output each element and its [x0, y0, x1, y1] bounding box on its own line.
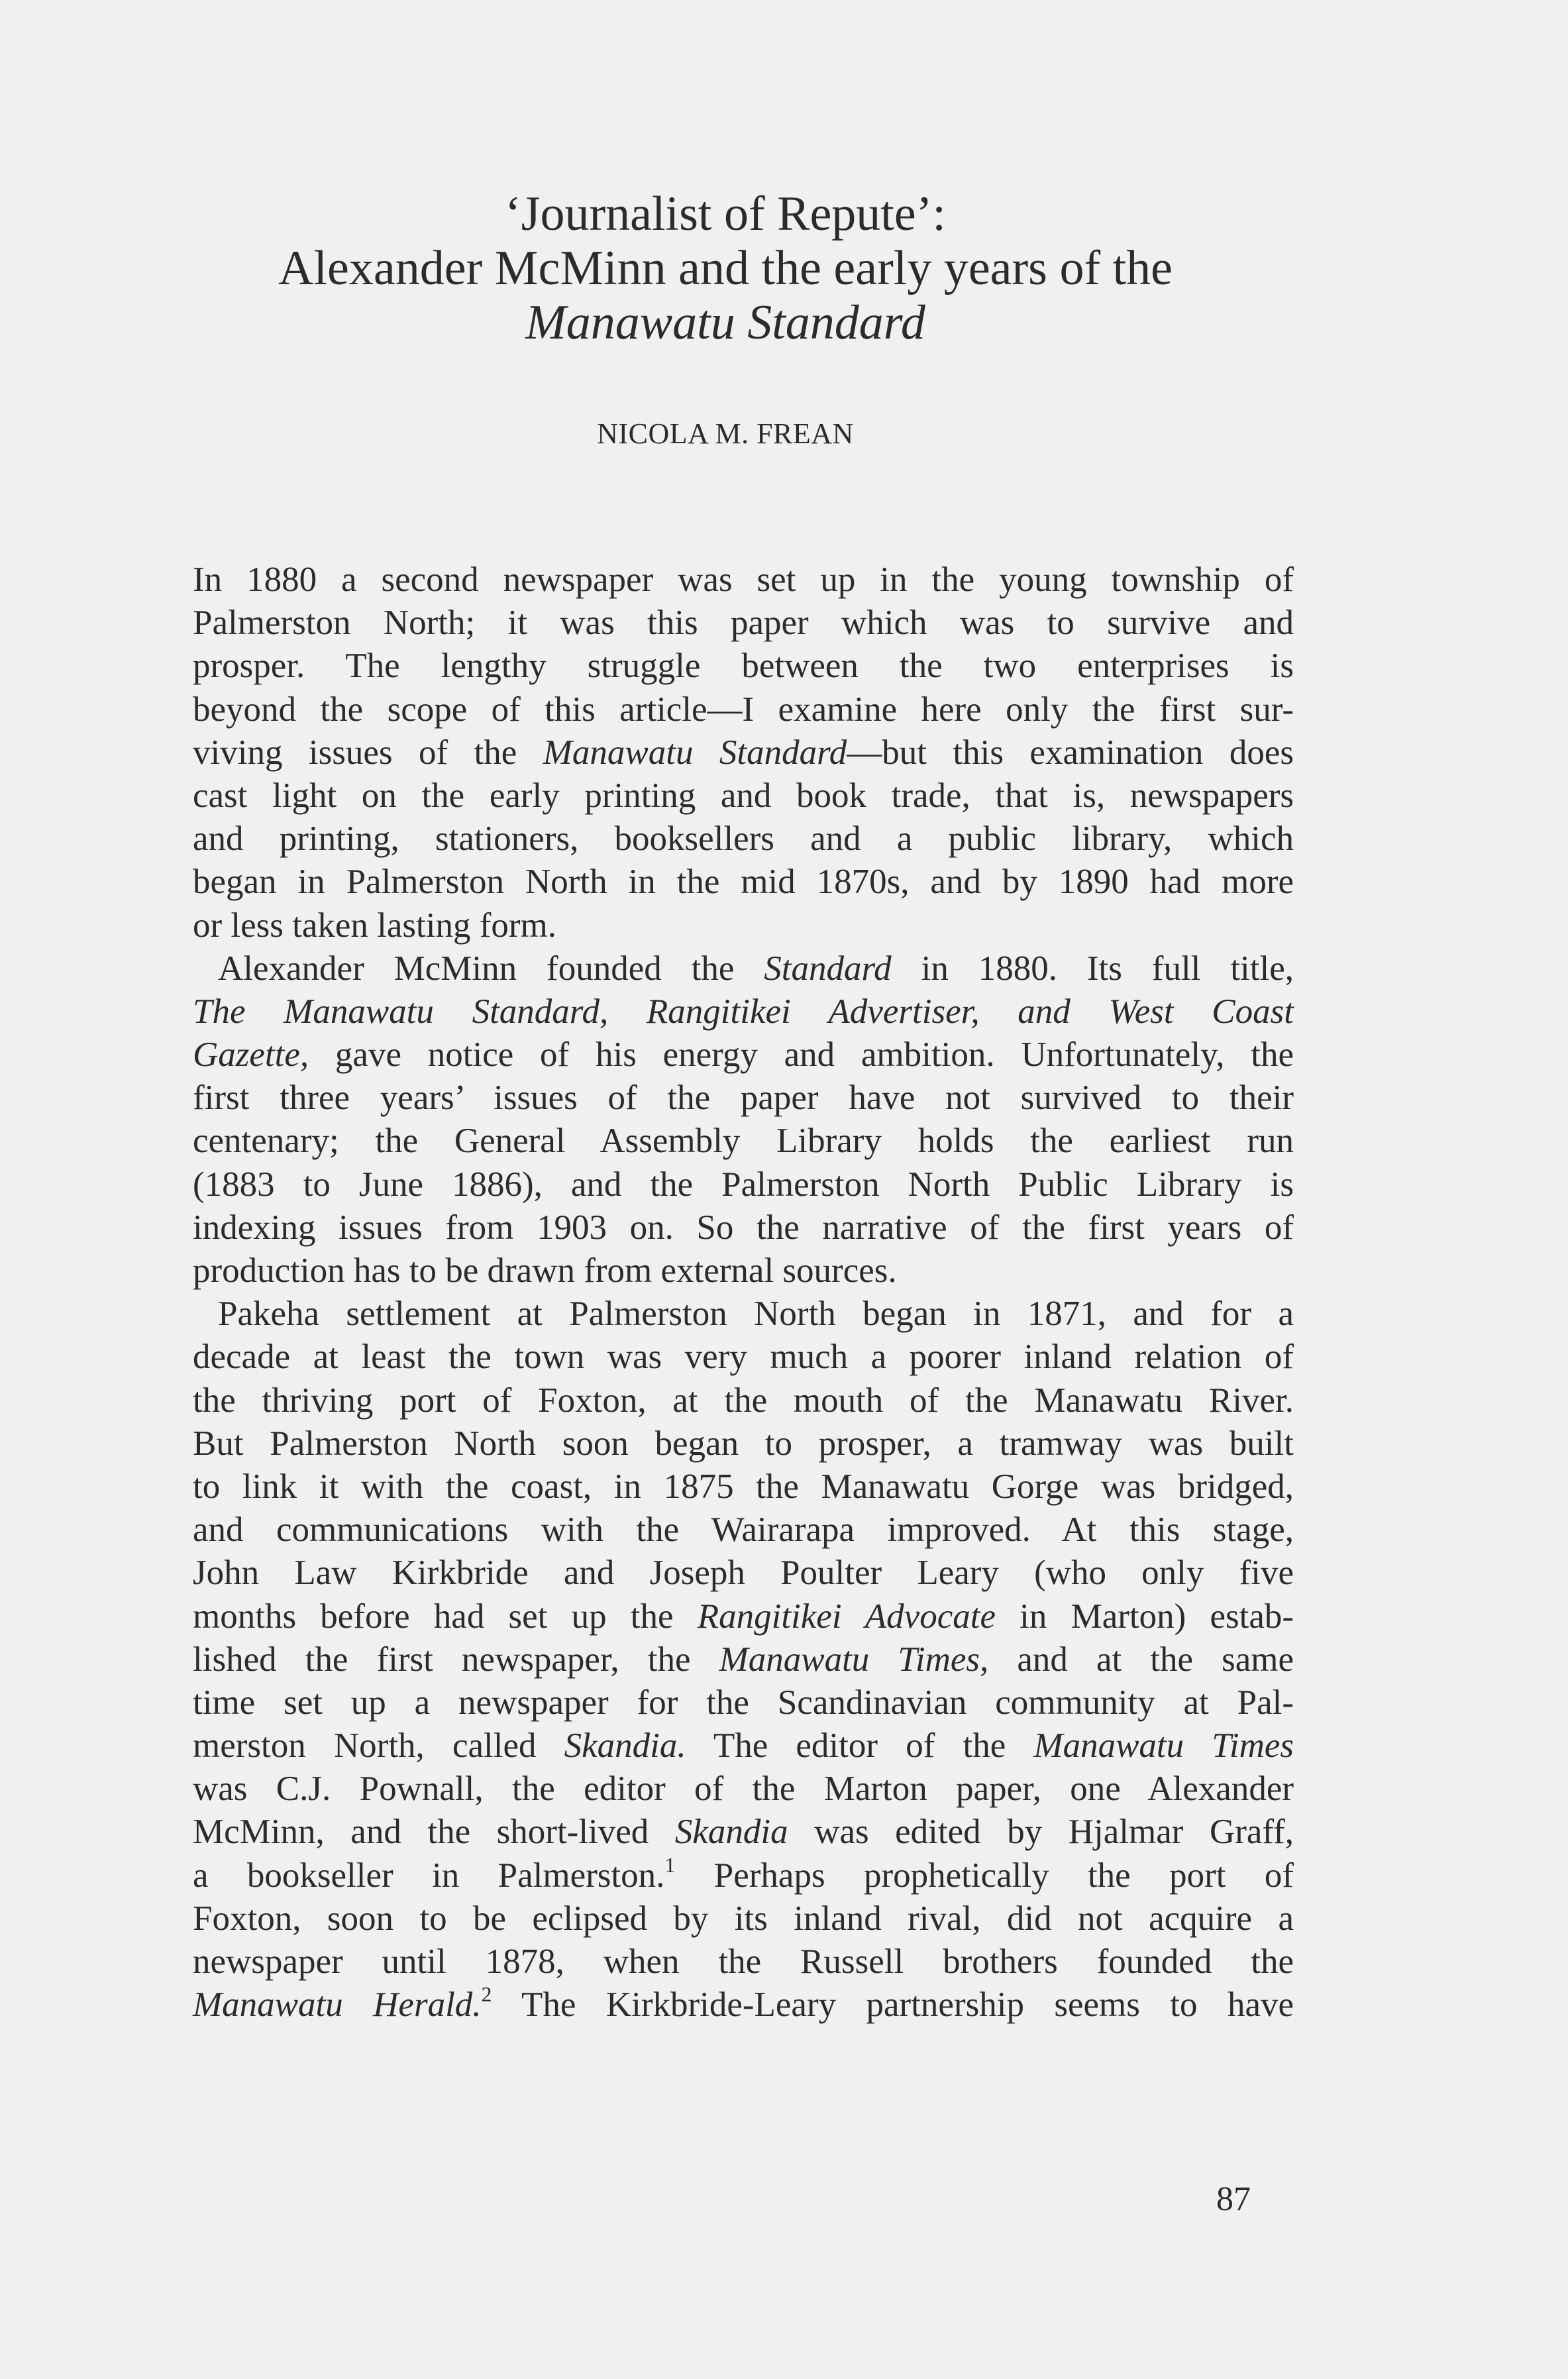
- text-line: [193, 1293, 1294, 1336]
- text-line: [193, 1379, 1294, 1422]
- footnote-reference: 1: [664, 1852, 676, 1877]
- text-line: [193, 558, 1294, 602]
- italic-text: Skandia.: [564, 1726, 686, 1766]
- text-line: [193, 1940, 1294, 1983]
- footnote-reference: 2: [481, 1982, 492, 2007]
- text-segment: began in Palmerston North in the mid 1870s, and by 1890 had more: [193, 863, 1294, 902]
- paragraph: [193, 1293, 1294, 2027]
- text-line: [193, 1120, 1294, 1163]
- italic-text: The Manawatu Standard, Rangitikei Advertiser, and West Coast: [193, 992, 1294, 1031]
- text-line: [193, 645, 1294, 688]
- text-segment: indexing issues from 1903 on. So the narrative of the first years of: [193, 1208, 1294, 1247]
- title-line-3: Manawatu Standard: [525, 295, 925, 350]
- text-line: [193, 1077, 1294, 1120]
- text-line: [193, 1854, 1294, 1897]
- text-segment: But Palmerston North soon began to prosper, a tramway was built: [193, 1424, 1294, 1463]
- text-segment: John Law Kirkbride and Joseph Poulter Leary (who only five: [193, 1554, 1294, 1593]
- text-line: [193, 861, 1294, 904]
- text-segment: In 1880 a second newspaper was set up in the young township of: [193, 560, 1294, 599]
- italic-text: Standard: [764, 949, 892, 988]
- text-segment: or less taken lasting form.: [193, 906, 557, 945]
- text-line: [193, 1768, 1294, 1811]
- page-number: 87: [1216, 2180, 1251, 2218]
- text-line: [193, 1249, 1294, 1293]
- text-segment: The Kirkbride-Leary partnership seems to have: [492, 1985, 1294, 2025]
- text-segment: viving issues of the: [193, 733, 543, 772]
- text-line: [193, 1422, 1294, 1465]
- title-line-1: ‘Journalist of Repute’:: [505, 187, 946, 241]
- italic-text: Manawatu Times,: [719, 1640, 989, 1679]
- text-line: [193, 774, 1294, 818]
- title-line-2: Alexander McMinn and the early years of the: [278, 241, 1173, 295]
- text-line: [193, 1465, 1294, 1508]
- italic-text: Rangitikei Advocate: [697, 1597, 996, 1636]
- text-segment: Palmerston North; it was this paper which was to survive and: [193, 604, 1294, 643]
- text-line: [193, 1206, 1294, 1249]
- text-segment: (1883 to June 1886), and the Palmerston North Public Library is: [193, 1165, 1294, 1204]
- text-line: [193, 1508, 1294, 1552]
- text-line: [193, 688, 1294, 731]
- text-segment: a bookseller in Palmerston.: [193, 1856, 665, 1895]
- text-segment: newspaper until 1878, when the Russell brothers founded the: [193, 1942, 1294, 1981]
- text-segment: time set up a newspaper for the Scandinavian community at Pal-: [193, 1683, 1294, 1722]
- text-line: [193, 990, 1294, 1033]
- paragraph: [193, 558, 1294, 947]
- text-segment: and communications with the Wairarapa improved. At this stage,: [193, 1510, 1294, 1550]
- italic-text: Manawatu Standard: [543, 733, 847, 772]
- text-line: [193, 1811, 1294, 1854]
- text-segment: and printing, stationers, booksellers and a public library, which: [193, 819, 1294, 859]
- text-segment: months before had set up the: [193, 1597, 698, 1636]
- text-line: [193, 1681, 1294, 1724]
- text-segment: Foxton, soon to be eclipsed by its inland rival, did not acquire a: [193, 1899, 1294, 1938]
- text-line: [193, 1724, 1294, 1768]
- italic-text: Skandia: [674, 1813, 788, 1852]
- text-line: [193, 1336, 1294, 1379]
- text-segment: decade at least the town was very much a poorer inland relation of: [193, 1338, 1294, 1377]
- text-segment: beyond the scope of this article—I examine here only the first sur-: [193, 690, 1294, 729]
- text-line: [193, 731, 1294, 774]
- text-segment: and at the same: [988, 1640, 1294, 1679]
- text-segment: Perhaps prophetically the port of: [675, 1856, 1294, 1895]
- text-segment: lished the first newspaper, the: [193, 1640, 719, 1679]
- article-body: [193, 558, 1294, 2027]
- text-segment: in 1880. Its full title,: [891, 949, 1294, 988]
- text-line: [193, 1638, 1294, 1681]
- text-line: [193, 1983, 1294, 2027]
- text-segment: Pakeha settlement at Palmerston North began in 1871, and for a: [218, 1295, 1294, 1334]
- text-segment: was C.J. Pownall, the editor of the Marton paper, one Alexander: [193, 1770, 1294, 1809]
- article-title: [166, 187, 1285, 350]
- text-segment: McMinn, and the short-lived: [193, 1813, 675, 1852]
- italic-text: Manawatu Times: [1033, 1726, 1294, 1766]
- text-segment: merston North, called: [193, 1726, 564, 1766]
- text-line: [193, 1897, 1294, 1940]
- text-segment: production has to be drawn from external sources.: [193, 1251, 897, 1290]
- text-segment: first three years’ issues of the paper have not survived to their: [193, 1079, 1294, 1118]
- text-line: [193, 947, 1294, 990]
- text-segment: gave notice of his energy and ambition. Unfortunately, the: [309, 1035, 1294, 1075]
- text-line: [193, 602, 1294, 645]
- text-segment: to link it with the coast, in 1875 the Manawatu Gorge was bridged,: [193, 1467, 1294, 1506]
- text-segment: centenary; the General Assembly Library holds the earliest run: [193, 1122, 1294, 1161]
- italic-text: Gazette,: [193, 1035, 309, 1075]
- paragraph: [193, 947, 1294, 1293]
- text-line: [193, 818, 1294, 861]
- text-line: [193, 1033, 1294, 1077]
- text-segment: Alexander McMinn founded the: [218, 949, 764, 988]
- text-segment: was edited by Hjalmar Graff,: [788, 1813, 1294, 1852]
- author-byline: NICOLA M. FREAN: [597, 417, 854, 450]
- text-line: [193, 1163, 1294, 1206]
- text-line: [193, 904, 1294, 947]
- text-segment: cast light on the early printing and book trade, that is, newspapers: [193, 776, 1294, 815]
- text-segment: —but this examination does: [847, 733, 1294, 772]
- text-segment: in Marton) estab-: [995, 1597, 1294, 1636]
- text-line: [193, 1595, 1294, 1638]
- italic-text: Manawatu Herald.: [193, 1985, 482, 2025]
- text-segment: the thriving port of Foxton, at the mouth of the Manawatu River.: [193, 1381, 1294, 1420]
- text-segment: prosper. The lengthy struggle between the two enterprises is: [193, 647, 1294, 686]
- text-line: [193, 1552, 1294, 1595]
- text-segment: The editor of the: [686, 1726, 1034, 1766]
